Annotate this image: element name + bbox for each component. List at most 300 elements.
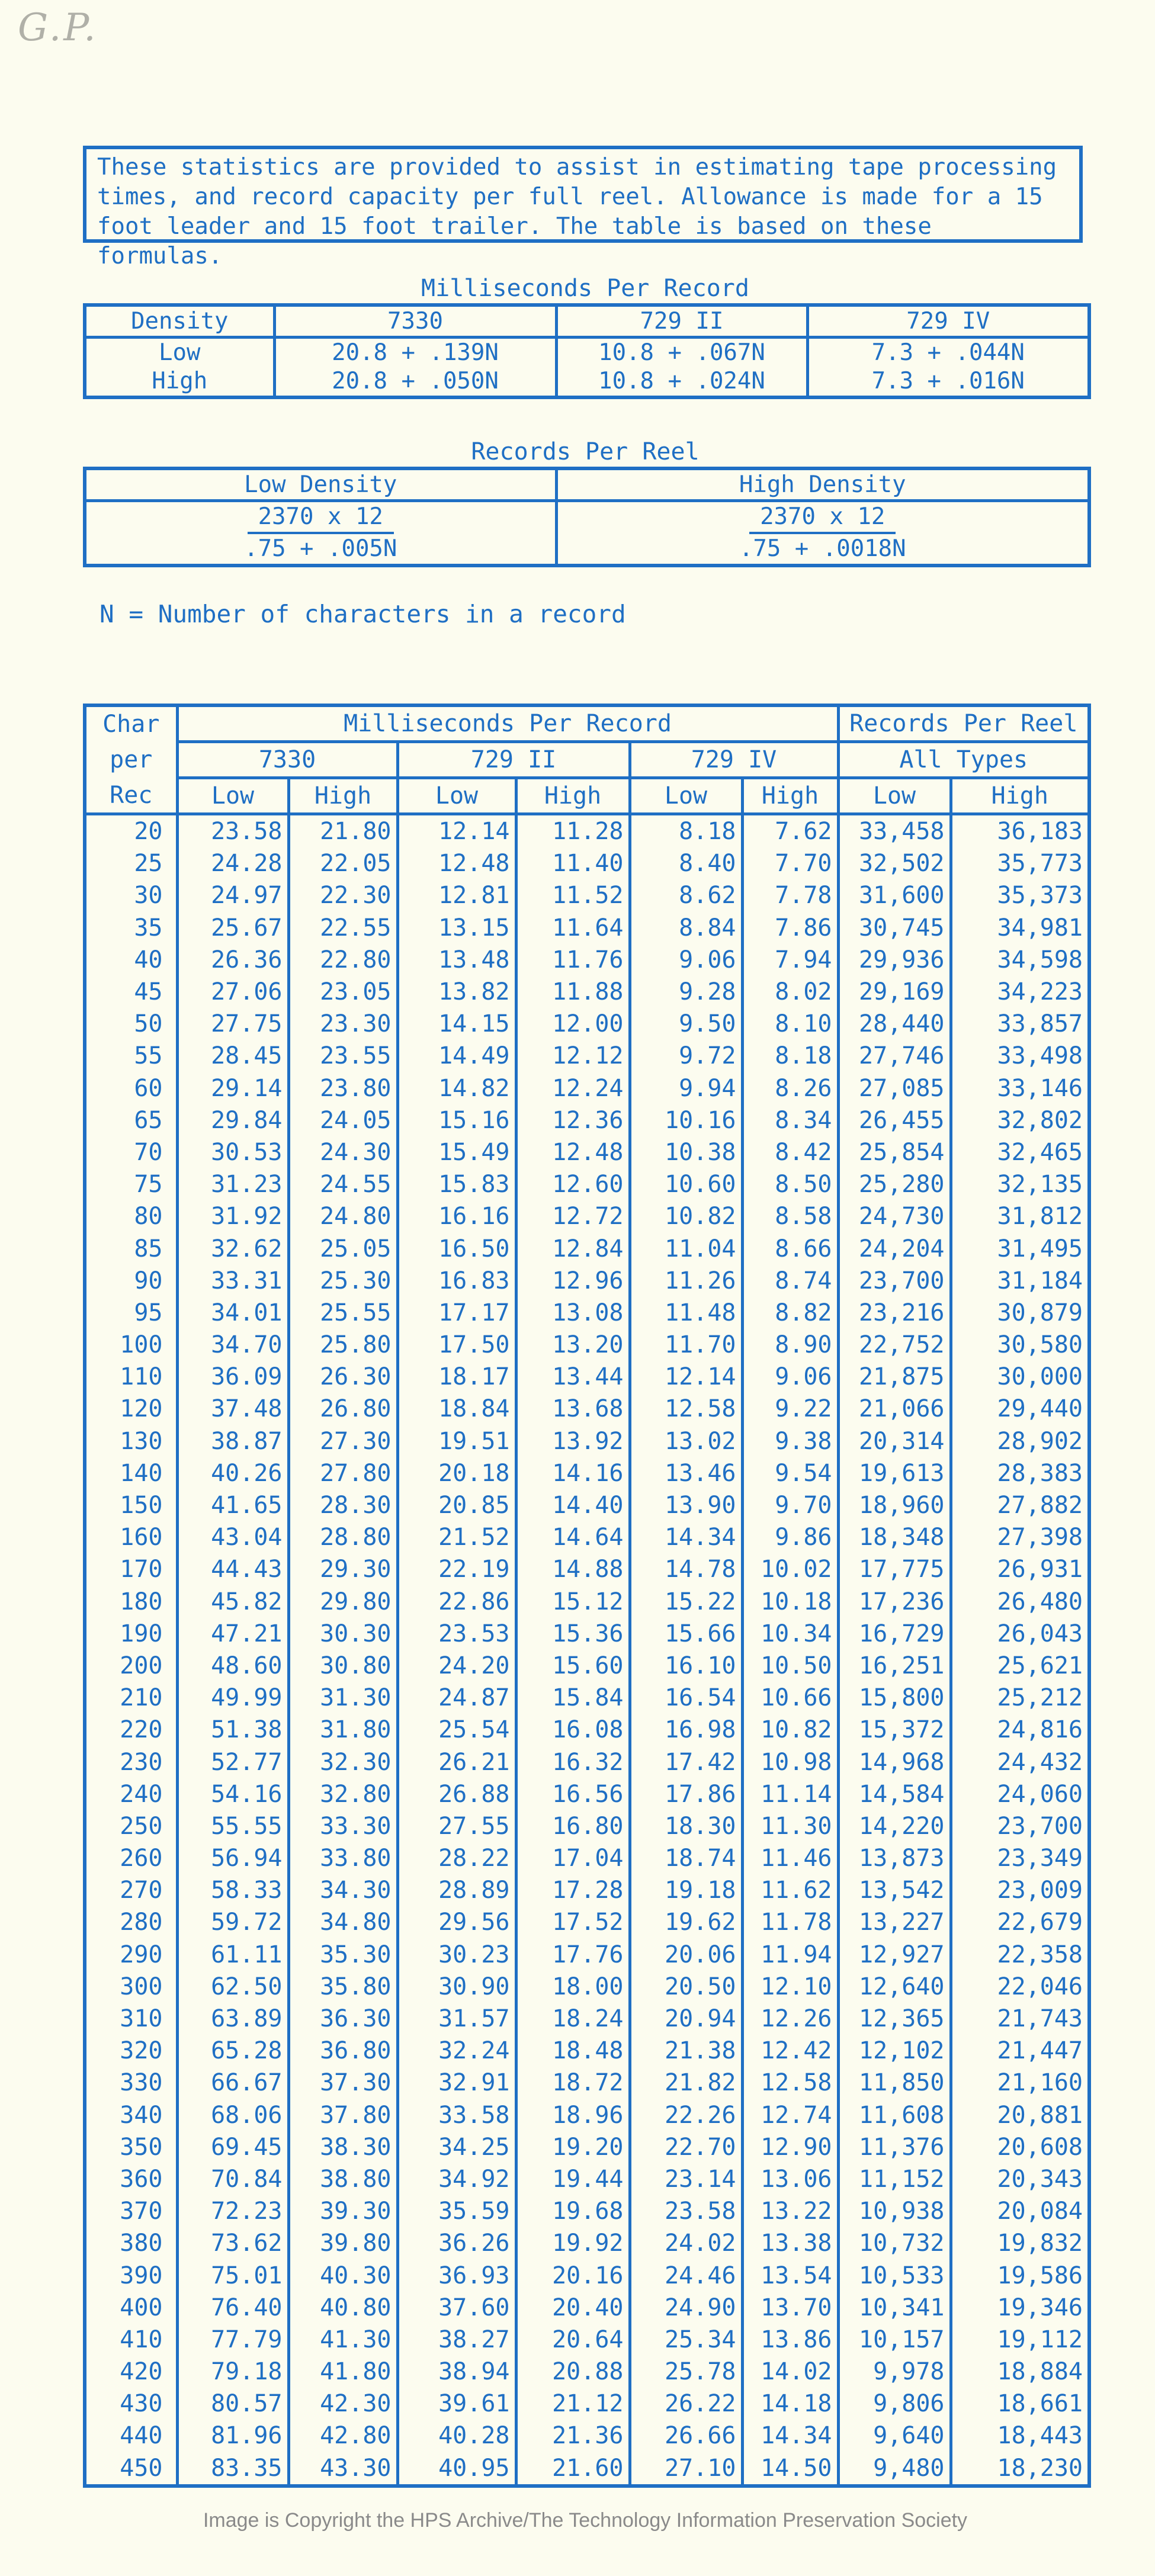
chars-cell: 220: [85, 1714, 177, 1746]
ms-7330-high-cell: 34.30: [288, 1874, 397, 1906]
reel-high-cell: 33,498: [951, 1040, 1089, 1072]
ms-729ii-low-cell: 16.16: [397, 1200, 516, 1232]
ms-729ii-high-cell: 14.40: [516, 1489, 630, 1521]
ms-729ii-low-cell: 34.92: [397, 2163, 516, 2195]
ms-7330-high-cell: 37.80: [288, 2099, 397, 2131]
col-729iv-header: 729 IV: [630, 742, 838, 778]
ms-729ii-low-cell: 20.18: [397, 1457, 516, 1489]
ms-729iv-high-cell: 7.62: [742, 814, 838, 848]
chars-cell: 80: [85, 1200, 177, 1232]
density-header: Density: [85, 305, 274, 337]
ms-729iv-high-cell: 8.42: [742, 1136, 838, 1168]
reel-low-cell: 14,968: [838, 1746, 951, 1778]
reel-high-cell: 25,212: [951, 1682, 1089, 1714]
ms-7330-low-cell: 52.77: [177, 1746, 288, 1778]
ms-7330-high-cell: 22.30: [288, 879, 397, 911]
ms-729ii-low-cell: 37.60: [397, 2292, 516, 2324]
table-row: [85, 2195, 1089, 2227]
ms-7330-low-cell: 24.97: [177, 879, 288, 911]
ms-7330-high-cell: 22.55: [288, 912, 397, 944]
ms-7330-low-cell: 72.23: [177, 2195, 288, 2227]
high-denominator: .75 + .0018N: [739, 535, 906, 562]
ms-7330-low-cell: 80.57: [177, 2388, 288, 2420]
ms-729ii-low-cell: 30.90: [397, 1971, 516, 2003]
chars-cell: 90: [85, 1265, 177, 1297]
reel-high-cell: 28,902: [951, 1425, 1089, 1457]
ms-7330-low-cell: 32.62: [177, 1232, 288, 1264]
ms-729ii-high-cell: 11.28: [516, 814, 630, 848]
ms-729iv-low-cell: 13.46: [630, 1457, 742, 1489]
ms-729ii-low-cell: 12.48: [397, 847, 516, 879]
ms-729iv-low-cell: 19.18: [630, 1874, 742, 1906]
formula-729ii-high: 10.8 + .024N: [556, 367, 807, 397]
reel-low-cell: 10,732: [838, 2227, 951, 2259]
chars-cell: 170: [85, 1553, 177, 1585]
ms-729iv-high-cell: 9.22: [742, 1393, 838, 1425]
ms-729iv-high-cell: 7.94: [742, 944, 838, 976]
ms-formula-row-high: [85, 367, 1089, 397]
reel-low-cell: 12,365: [838, 2003, 951, 2035]
reel-high-cell: 31,184: [951, 1265, 1089, 1297]
chars-cell: 320: [85, 2035, 177, 2067]
ms-729ii-low-cell: 13.48: [397, 944, 516, 976]
col-729ii-header: 729 II: [397, 742, 630, 778]
reel-low-cell: 23,216: [838, 1297, 951, 1329]
ms-729ii-low-cell: 17.17: [397, 1297, 516, 1329]
ms-729iv-low-cell: 14.78: [630, 1553, 742, 1585]
ms-729iv-high-cell: 11.94: [742, 1939, 838, 1971]
ms-729ii-high-cell: 11.40: [516, 847, 630, 879]
ms-729ii-high-cell: 12.72: [516, 1200, 630, 1232]
ms-7330-low-cell: 31.23: [177, 1168, 288, 1200]
copyright-watermark: Image is Copyright the HPS Archive/The Technology Information Preservation Society: [203, 2509, 968, 2532]
chars-cell: 160: [85, 1521, 177, 1553]
col-7330-header: 7330: [177, 742, 397, 778]
ms-729ii-high-cell: 18.48: [516, 2035, 630, 2067]
table-row: [85, 2067, 1089, 2099]
ms-729ii-high-cell: 14.64: [516, 1521, 630, 1553]
reel-low-cell: 24,204: [838, 1232, 951, 1264]
reel-low-cell: 9,480: [838, 2452, 951, 2486]
ms-729iv-high-cell: 7.78: [742, 879, 838, 911]
reel-low-cell: 9,806: [838, 2388, 951, 2420]
ms-7330-high-cell: 28.80: [288, 1521, 397, 1553]
reel-high-cell: 19,832: [951, 2227, 1089, 2259]
reel-high-cell: 20,608: [951, 2131, 1089, 2163]
reel-high-cell: 35,773: [951, 847, 1089, 879]
chars-cell: 230: [85, 1746, 177, 1778]
reel-low-cell: 15,372: [838, 1714, 951, 1746]
reel-high-cell: 18,884: [951, 2356, 1089, 2388]
model-729ii-header: 729 II: [556, 305, 807, 337]
ms-729ii-high-cell: 13.92: [516, 1425, 630, 1457]
reel-high-cell: 21,447: [951, 2035, 1089, 2067]
ms-7330-high-cell: 39.30: [288, 2195, 397, 2227]
chars-cell: 95: [85, 1297, 177, 1329]
table-row: [85, 1586, 1089, 1618]
ms-7330-low-cell: 38.87: [177, 1425, 288, 1457]
reel-low-cell: 32,502: [838, 847, 951, 879]
char-header: Char: [85, 705, 177, 742]
ms-729iv-low-cell: 15.66: [630, 1618, 742, 1650]
ms-729ii-low-cell: 29.56: [397, 1906, 516, 1938]
ms-729ii-low-cell: 23.53: [397, 1618, 516, 1650]
ms-729iv-high-cell: 13.38: [742, 2227, 838, 2259]
reel-low-cell: 17,236: [838, 1586, 951, 1618]
ms-729ii-low-cell: 19.51: [397, 1425, 516, 1457]
ms-7330-low-cell: 83.35: [177, 2452, 288, 2486]
table-row: [85, 2163, 1089, 2195]
ms-729ii-high-cell: 16.32: [516, 1746, 630, 1778]
table-row: [85, 1008, 1089, 1040]
chars-cell: 200: [85, 1650, 177, 1682]
ms-729iv-high-cell: 10.34: [742, 1618, 838, 1650]
ms-7330-low-cell: 41.65: [177, 1489, 288, 1521]
ms-7330-low-cell: 51.38: [177, 1714, 288, 1746]
ms-729ii-high-cell: 21.12: [516, 2388, 630, 2420]
intro-line: times, and record capacity per full reel. Allowance is made for a 15: [97, 184, 1043, 210]
ms-729iv-low-cell: 26.22: [630, 2388, 742, 2420]
reel-low-cell: 27,746: [838, 1040, 951, 1072]
reel-high-cell: 18,230: [951, 2452, 1089, 2486]
ms-7330-low-cell: 69.45: [177, 2131, 288, 2163]
rec-header: Rec: [85, 778, 177, 814]
ms-729iv-low-cell: 20.94: [630, 2003, 742, 2035]
reel-low-cell: 27,085: [838, 1072, 951, 1104]
ms-729ii-low-cell: 16.50: [397, 1232, 516, 1264]
ms-729ii-high-cell: 17.52: [516, 1906, 630, 1938]
ms-per-record-header: Milliseconds Per Record: [177, 705, 838, 742]
ms-7330-high-cell: 39.80: [288, 2227, 397, 2259]
ms-729iv-low-cell: 11.48: [630, 1297, 742, 1329]
records-per-reel-header: Records Per Reel: [838, 705, 1089, 742]
ms-7330-high-cell: 36.80: [288, 2035, 397, 2067]
ms-729ii-high-cell: 18.24: [516, 2003, 630, 2035]
table-row: [85, 1072, 1089, 1104]
ms-729ii-high-cell: 18.00: [516, 1971, 630, 2003]
reel-low-cell: 15,800: [838, 1682, 951, 1714]
all-types-header: All Types: [838, 742, 1089, 778]
intro-box: [83, 146, 1083, 269]
chars-cell: 330: [85, 2067, 177, 2099]
table-header-row-3: [85, 778, 1089, 814]
ms-729ii-low-cell: 26.21: [397, 1746, 516, 1778]
ms-7330-low-cell: 59.72: [177, 1906, 288, 1938]
ms-729iv-high-cell: 8.66: [742, 1232, 838, 1264]
table-row: [85, 1361, 1089, 1393]
intro-line: These statistics are provided to assist in estimating tape processing: [97, 154, 1057, 181]
chars-cell: 180: [85, 1586, 177, 1618]
table-row: [85, 2324, 1089, 2356]
ms-729iv-high-cell: 7.70: [742, 847, 838, 879]
reel-high-cell: 24,432: [951, 1746, 1089, 1778]
ms-729iv-low-cell: 22.26: [630, 2099, 742, 2131]
reel-formula-table: [83, 467, 1091, 567]
table-body: [85, 814, 1089, 2486]
chars-cell: 45: [85, 976, 177, 1008]
table-row: [85, 2356, 1089, 2388]
ms-729iv-high-cell: 8.02: [742, 976, 838, 1008]
ms-7330-high-cell: 24.55: [288, 1168, 397, 1200]
reel-low-cell: 28,440: [838, 1008, 951, 1040]
intro-line: foot leader and 15 foot trailer. The table is based on these formulas.: [97, 213, 932, 269]
ms-729iv-high-cell: 8.82: [742, 1297, 838, 1329]
ms-7330-low-cell: 48.60: [177, 1650, 288, 1682]
ms-729iv-high-cell: 12.10: [742, 1971, 838, 2003]
ms-729ii-high-cell: 12.12: [516, 1040, 630, 1072]
ms-7330-high-cell: 42.80: [288, 2420, 397, 2452]
chars-cell: 100: [85, 1329, 177, 1361]
ms-729iv-low-cell: 16.54: [630, 1682, 742, 1714]
ms-729iv-high-cell: 13.22: [742, 2195, 838, 2227]
chars-cell: 25: [85, 847, 177, 879]
ms-729iv-high-cell: 8.18: [742, 1040, 838, 1072]
ms-729iv-high-cell: 8.74: [742, 1265, 838, 1297]
ms-729iv-high-cell: 9.06: [742, 1361, 838, 1393]
low-numerator: 2370 x 12: [248, 502, 394, 534]
reel-low-cell: 23,700: [838, 1265, 951, 1297]
ms-729iv-low-cell: 21.38: [630, 2035, 742, 2067]
ms-7330-high-cell: 22.80: [288, 944, 397, 976]
reel-high-cell: 26,480: [951, 1586, 1089, 1618]
ms-729ii-high-cell: 15.36: [516, 1618, 630, 1650]
ms-729iv-high-cell: 9.38: [742, 1425, 838, 1457]
reel-low-cell: 13,542: [838, 1874, 951, 1906]
ms-729iv-low-cell: 20.50: [630, 1971, 742, 2003]
reel-low-cell: 30,745: [838, 912, 951, 944]
table-row: [85, 1040, 1089, 1072]
ms-7330-low-cell: 65.28: [177, 2035, 288, 2067]
reel-low-cell: 11,152: [838, 2163, 951, 2195]
ms-7330-low-cell: 43.04: [177, 1521, 288, 1553]
high-header: High: [742, 778, 838, 814]
ms-7330-high-cell: 38.30: [288, 2131, 397, 2163]
table-row: [85, 1232, 1089, 1264]
table-row: [85, 944, 1089, 976]
ms-7330-high-cell: 25.55: [288, 1297, 397, 1329]
ms-7330-high-cell: 22.05: [288, 847, 397, 879]
ms-formula-header-row: [85, 305, 1089, 337]
chars-cell: 380: [85, 2227, 177, 2259]
ms-729ii-high-cell: 11.76: [516, 944, 630, 976]
reel-high-cell: 18,443: [951, 2420, 1089, 2452]
ms-729iv-low-cell: 16.10: [630, 1650, 742, 1682]
ms-7330-low-cell: 70.84: [177, 2163, 288, 2195]
reel-low-cell: 12,927: [838, 1939, 951, 1971]
ms-729iv-high-cell: 8.34: [742, 1104, 838, 1136]
ms-729iv-low-cell: 9.94: [630, 1072, 742, 1104]
formula-729iv-low: 7.3 + .044N: [807, 337, 1089, 367]
ms-729ii-low-cell: 20.85: [397, 1489, 516, 1521]
ms-7330-low-cell: 30.53: [177, 1136, 288, 1168]
chars-cell: 400: [85, 2292, 177, 2324]
reel-low-cell: 29,169: [838, 976, 951, 1008]
ms-7330-low-cell: 62.50: [177, 1971, 288, 2003]
formula-7330-high: 20.8 + .050N: [274, 367, 556, 397]
ms-7330-low-cell: 37.48: [177, 1393, 288, 1425]
table-row: [85, 976, 1089, 1008]
chars-cell: 75: [85, 1168, 177, 1200]
reel-high-cell: 21,160: [951, 2067, 1089, 2099]
reel-high-cell: 30,000: [951, 1361, 1089, 1393]
table-row: [85, 2452, 1089, 2486]
ms-729ii-high-cell: 21.36: [516, 2420, 630, 2452]
reel-high-cell: 33,857: [951, 1008, 1089, 1040]
ms-7330-high-cell: 23.80: [288, 1072, 397, 1104]
reel-high-cell: 32,802: [951, 1104, 1089, 1136]
ms-729ii-high-cell: 15.12: [516, 1586, 630, 1618]
ms-729ii-low-cell: 17.50: [397, 1329, 516, 1361]
ms-729iv-high-cell: 8.10: [742, 1008, 838, 1040]
ms-7330-low-cell: 45.82: [177, 1586, 288, 1618]
table-row: [85, 1521, 1089, 1553]
ms-729ii-high-cell: 12.00: [516, 1008, 630, 1040]
ms-729iv-high-cell: 13.06: [742, 2163, 838, 2195]
table-row: [85, 912, 1089, 944]
low-header: Low: [177, 778, 288, 814]
ms-729iv-low-cell: 25.78: [630, 2356, 742, 2388]
ms-729iv-low-cell: 18.74: [630, 1842, 742, 1874]
reel-formula-row: [85, 500, 1089, 566]
ms-7330-high-cell: 32.30: [288, 1746, 397, 1778]
reel-high-cell: 20,343: [951, 2163, 1089, 2195]
table-row: [85, 1329, 1089, 1361]
ms-729iv-low-cell: 23.14: [630, 2163, 742, 2195]
model-7330-header: 7330: [274, 305, 556, 337]
reel-high-cell: 19,346: [951, 2292, 1089, 2324]
ms-729iv-high-cell: 10.82: [742, 1714, 838, 1746]
ms-729iv-high-cell: 12.74: [742, 2099, 838, 2131]
ms-729iv-low-cell: 10.16: [630, 1104, 742, 1136]
chars-cell: 240: [85, 1778, 177, 1810]
ms-formula-table: [83, 303, 1091, 399]
ms-729iv-low-cell: 20.06: [630, 1939, 742, 1971]
chars-cell: 65: [85, 1104, 177, 1136]
reel-low-cell: 12,640: [838, 1971, 951, 2003]
ms-7330-high-cell: 29.80: [288, 1586, 397, 1618]
ms-729iv-high-cell: 12.26: [742, 2003, 838, 2035]
ms-7330-low-cell: 29.84: [177, 1104, 288, 1136]
reel-low-cell: 18,960: [838, 1489, 951, 1521]
table-row: [85, 1778, 1089, 1810]
ms-729ii-high-cell: 19.20: [516, 2131, 630, 2163]
high-header: High: [288, 778, 397, 814]
chars-cell: 250: [85, 1810, 177, 1842]
ms-729ii-high-cell: 11.52: [516, 879, 630, 911]
ms-7330-low-cell: 23.58: [177, 814, 288, 848]
ms-729ii-high-cell: 15.84: [516, 1682, 630, 1714]
reel-high-cell: 23,700: [951, 1810, 1089, 1842]
ms-7330-high-cell: 34.80: [288, 1906, 397, 1938]
ms-729iv-high-cell: 12.42: [742, 2035, 838, 2067]
reel-low-cell: 18,348: [838, 1521, 951, 1553]
ms-729ii-high-cell: 13.44: [516, 1361, 630, 1393]
ms-7330-high-cell: 42.30: [288, 2388, 397, 2420]
ms-729ii-low-cell: 40.95: [397, 2452, 516, 2486]
ms-7330-high-cell: 25.80: [288, 1329, 397, 1361]
ms-7330-high-cell: 40.30: [288, 2259, 397, 2291]
ms-729ii-high-cell: 14.16: [516, 1457, 630, 1489]
chars-cell: 410: [85, 2324, 177, 2356]
reel-high-cell: 27,398: [951, 1521, 1089, 1553]
table-row: [85, 2035, 1089, 2067]
ms-729ii-high-cell: 12.60: [516, 1168, 630, 1200]
table-row: [85, 1746, 1089, 1778]
table-header-row-1: [85, 705, 1089, 742]
ms-729ii-high-cell: 12.84: [516, 1232, 630, 1264]
ms-729ii-high-cell: 20.88: [516, 2356, 630, 2388]
chars-cell: 260: [85, 1842, 177, 1874]
chars-cell: 300: [85, 1971, 177, 2003]
ms-729iv-high-cell: 14.18: [742, 2388, 838, 2420]
table-row: [85, 2003, 1089, 2035]
table-row: [85, 1200, 1089, 1232]
reel-low-cell: 29,936: [838, 944, 951, 976]
ms-729iv-high-cell: 8.26: [742, 1072, 838, 1104]
ms-7330-high-cell: 25.05: [288, 1232, 397, 1264]
ms-729ii-low-cell: 28.22: [397, 1842, 516, 1874]
reel-low-cell: 10,938: [838, 2195, 951, 2227]
ms-729iv-low-cell: 9.06: [630, 944, 742, 976]
ms-729ii-low-cell: 14.49: [397, 1040, 516, 1072]
chars-cell: 440: [85, 2420, 177, 2452]
reel-low-cell: 20,314: [838, 1425, 951, 1457]
reel-high-cell: 34,981: [951, 912, 1089, 944]
ms-729iv-low-cell: 8.62: [630, 879, 742, 911]
ms-729iv-low-cell: 17.86: [630, 1778, 742, 1810]
table-row: [85, 1874, 1089, 1906]
ms-729ii-low-cell: 14.82: [397, 1072, 516, 1104]
reel-high-cell: 22,046: [951, 1971, 1089, 2003]
density-low-label: Low: [85, 337, 274, 367]
table-row: [85, 1136, 1089, 1168]
ms-729iv-low-cell: 19.62: [630, 1906, 742, 1938]
reel-low-cell: 33,458: [838, 814, 951, 848]
reel-high-cell: 20,881: [951, 2099, 1089, 2131]
ms-7330-high-cell: 27.80: [288, 1457, 397, 1489]
chars-cell: 110: [85, 1361, 177, 1393]
high-numerator: 2370 x 12: [749, 502, 896, 534]
ms-729iv-low-cell: 8.84: [630, 912, 742, 944]
ms-7330-low-cell: 54.16: [177, 1778, 288, 1810]
ms-729iv-low-cell: 21.82: [630, 2067, 742, 2099]
ms-7330-low-cell: 55.55: [177, 1810, 288, 1842]
ms-729ii-low-cell: 15.49: [397, 1136, 516, 1168]
reel-high-cell: 27,882: [951, 1489, 1089, 1521]
reel-high-cell: 28,383: [951, 1457, 1089, 1489]
ms-7330-high-cell: 35.80: [288, 1971, 397, 2003]
chars-cell: 270: [85, 1874, 177, 1906]
ms-7330-high-cell: 27.30: [288, 1425, 397, 1457]
high-density-formula: [556, 500, 1089, 566]
ms-729iv-high-cell: 10.02: [742, 1553, 838, 1585]
ms-729ii-low-cell: 35.59: [397, 2195, 516, 2227]
ms-7330-low-cell: 29.14: [177, 1072, 288, 1104]
ms-729iv-low-cell: 9.50: [630, 1008, 742, 1040]
ms-729ii-low-cell: 18.17: [397, 1361, 516, 1393]
reel-high-cell: 19,112: [951, 2324, 1089, 2356]
chars-cell: 310: [85, 2003, 177, 2035]
ms-7330-high-cell: 30.80: [288, 1650, 397, 1682]
ms-729iv-high-cell: 12.58: [742, 2067, 838, 2099]
ms-7330-high-cell: 21.80: [288, 814, 397, 848]
ms-729ii-low-cell: 14.15: [397, 1008, 516, 1040]
ms-729ii-high-cell: 16.80: [516, 1810, 630, 1842]
table-row: [85, 1618, 1089, 1650]
ms-729ii-high-cell: 13.20: [516, 1329, 630, 1361]
ms-729iv-high-cell: 14.34: [742, 2420, 838, 2452]
reel-high-cell: 26,931: [951, 1553, 1089, 1585]
